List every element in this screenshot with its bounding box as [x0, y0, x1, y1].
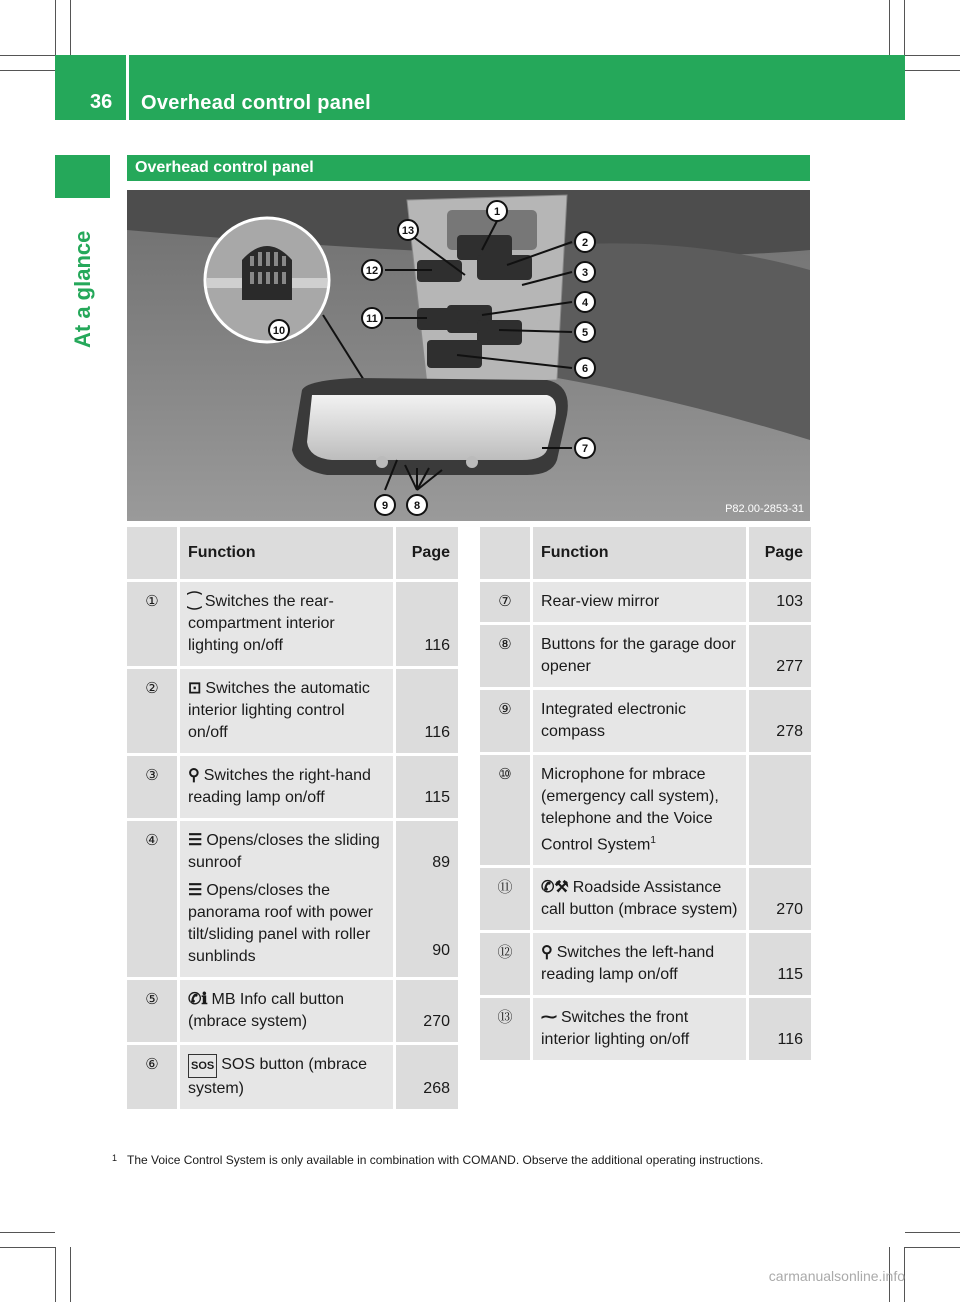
photo-code: P82.00-2853-31	[725, 503, 804, 515]
table-row	[480, 690, 811, 755]
sunroof-icon: ☰	[188, 882, 203, 899]
page-title: Overhead control panel	[141, 92, 371, 114]
callout-label: 8	[413, 500, 421, 512]
header-function: Function	[177, 527, 396, 582]
crop-mark	[0, 1232, 55, 1233]
callout-label: 7	[581, 443, 589, 455]
crop-mark	[0, 1247, 55, 1248]
header-num	[480, 527, 530, 582]
callout-label: 4	[581, 297, 589, 309]
row-text: Microphone for mbrace (emergency call system), telephone and the Voice Control System	[541, 766, 719, 854]
row-page: 270	[749, 868, 811, 933]
function-table-left	[127, 527, 458, 1112]
row-page: 270	[396, 980, 458, 1045]
row-number: ④	[127, 821, 177, 980]
row-function	[530, 868, 749, 933]
crop-mark	[55, 1247, 56, 1302]
footnote-text: The Voice Control System is only available in combination with COMAND. Observe the additional operating instructions.	[127, 1153, 764, 1167]
row-text: MB Info call button (mbrace system)	[188, 991, 344, 1030]
page-number: 36	[90, 91, 113, 113]
row-page	[396, 821, 458, 980]
table-row	[480, 933, 811, 998]
sunroof-icon: ☰	[188, 832, 203, 849]
row-function	[177, 756, 396, 821]
row-text: Switches the left-hand reading lamp on/off	[541, 944, 715, 984]
table-row	[480, 868, 811, 933]
row-number: ⑦	[480, 582, 530, 625]
callout-label: 9	[381, 500, 389, 512]
row-function	[530, 998, 749, 1063]
callout-label: 12	[365, 265, 379, 277]
row-number: ⑥	[127, 1045, 177, 1112]
row-number: ⑬	[480, 998, 530, 1063]
row-text: Switches the automatic interior lighting control on/off	[188, 680, 370, 741]
header-page: Page	[749, 527, 811, 582]
header-function: Function	[530, 527, 749, 582]
row-function	[530, 755, 749, 868]
callout-label: 6	[581, 363, 589, 375]
page-header	[55, 55, 905, 120]
row-number: ⑫	[480, 933, 530, 998]
table-row	[127, 980, 458, 1045]
front-light-icon: ⁓	[541, 1009, 557, 1027]
row-page: 116	[749, 998, 811, 1063]
footnote	[112, 1152, 817, 1168]
row-page: 116	[396, 669, 458, 756]
row-function	[530, 582, 749, 625]
row-text: SOS button (mbrace system)	[188, 1056, 368, 1097]
info-call-icon: ✆ℹ	[188, 991, 208, 1008]
row-function	[177, 1045, 396, 1112]
sos-icon: SOS	[188, 1054, 217, 1078]
crop-mark	[904, 0, 905, 55]
row-text: Rear-view mirror	[541, 593, 660, 610]
row-page: 116	[396, 582, 458, 669]
row-number: ⑩	[480, 755, 530, 868]
row-text: Buttons for the garage door opener	[541, 636, 736, 675]
section-heading	[127, 155, 810, 181]
crop-mark	[905, 55, 960, 56]
header-num	[127, 527, 177, 582]
roadside-assistance-icon: ✆⚒	[541, 879, 569, 897]
row-function	[177, 980, 396, 1045]
row-text: Roadside Assistance call button (mbrace system)	[541, 879, 738, 919]
row-number: ⑤	[127, 980, 177, 1045]
rear-light-icon: ⁐	[188, 593, 201, 610]
crop-mark	[889, 0, 890, 55]
callout-label: 13	[401, 225, 415, 237]
crop-mark	[70, 0, 71, 55]
row-text: Opens/closes the sliding sunroof	[188, 832, 380, 871]
photo-illustration	[127, 190, 810, 521]
row-page: 115	[749, 933, 811, 998]
row-function	[530, 933, 749, 998]
header-page: Page	[396, 527, 458, 582]
callout-label: 10	[272, 325, 286, 337]
row-page-2: 90	[432, 942, 450, 959]
section-title: Overhead control panel	[135, 159, 314, 176]
row-page: 278	[749, 690, 811, 755]
row-number: ③	[127, 756, 177, 821]
overhead-panel-photo	[127, 190, 810, 521]
row-function	[177, 582, 396, 669]
callout-label: 1	[493, 206, 501, 218]
reading-lamp-icon: ⚲	[188, 767, 200, 784]
callout-label: 2	[581, 237, 589, 249]
row-number: ①	[127, 582, 177, 669]
table-row	[127, 1045, 458, 1112]
row-function	[177, 821, 396, 980]
table-row	[127, 582, 458, 669]
row-page: 268	[396, 1045, 458, 1112]
row-number: ⑪	[480, 868, 530, 933]
row-text: Switches the rear-compartment interior lighting on/off	[188, 593, 335, 654]
auto-light-icon: ⊡	[188, 680, 202, 697]
row-page: 115	[396, 756, 458, 821]
row-function	[177, 669, 396, 756]
table-row	[480, 755, 811, 868]
table-row	[127, 669, 458, 756]
table-row	[127, 756, 458, 821]
function-table-right	[480, 527, 811, 1063]
footnote-mark: 1	[112, 1153, 118, 1163]
row-text: Switches the front interior lighting on/off	[541, 1009, 690, 1049]
table-row	[480, 582, 811, 625]
footer-watermark: carmanualsonline.info	[768, 1268, 905, 1284]
row-number: ②	[127, 669, 177, 756]
crop-mark	[905, 1247, 960, 1248]
row-function	[530, 625, 749, 690]
table-row	[127, 821, 458, 980]
crop-mark	[905, 70, 960, 71]
crop-mark	[0, 70, 55, 71]
footnote-ref: 1	[650, 835, 656, 846]
row-number: ⑧	[480, 625, 530, 690]
row-function	[530, 690, 749, 755]
row-page: 103	[749, 582, 811, 625]
crop-mark	[55, 0, 56, 55]
row-text: Integrated electronic compass	[541, 701, 686, 740]
crop-mark	[905, 1232, 960, 1233]
row-page	[749, 755, 811, 868]
callout-label: 5	[581, 327, 589, 339]
row-number: ⑨	[480, 690, 530, 755]
crop-mark	[70, 1247, 71, 1302]
row-text: Switches the right-hand reading lamp on/off	[188, 767, 371, 806]
callout-label: 11	[366, 313, 378, 325]
table-row	[480, 998, 811, 1063]
reading-lamp-icon: ⚲	[541, 944, 553, 962]
table-row	[480, 625, 811, 690]
crop-mark	[0, 55, 55, 56]
row-page-1: 89	[432, 854, 450, 871]
row-page: 277	[749, 625, 811, 690]
callout-label: 3	[581, 267, 589, 279]
header-divider	[126, 55, 129, 120]
row-text: Opens/closes the panorama roof with power tilt/sliding panel with roller sunblinds	[188, 882, 373, 965]
side-tab-label: At a glance	[70, 230, 95, 348]
